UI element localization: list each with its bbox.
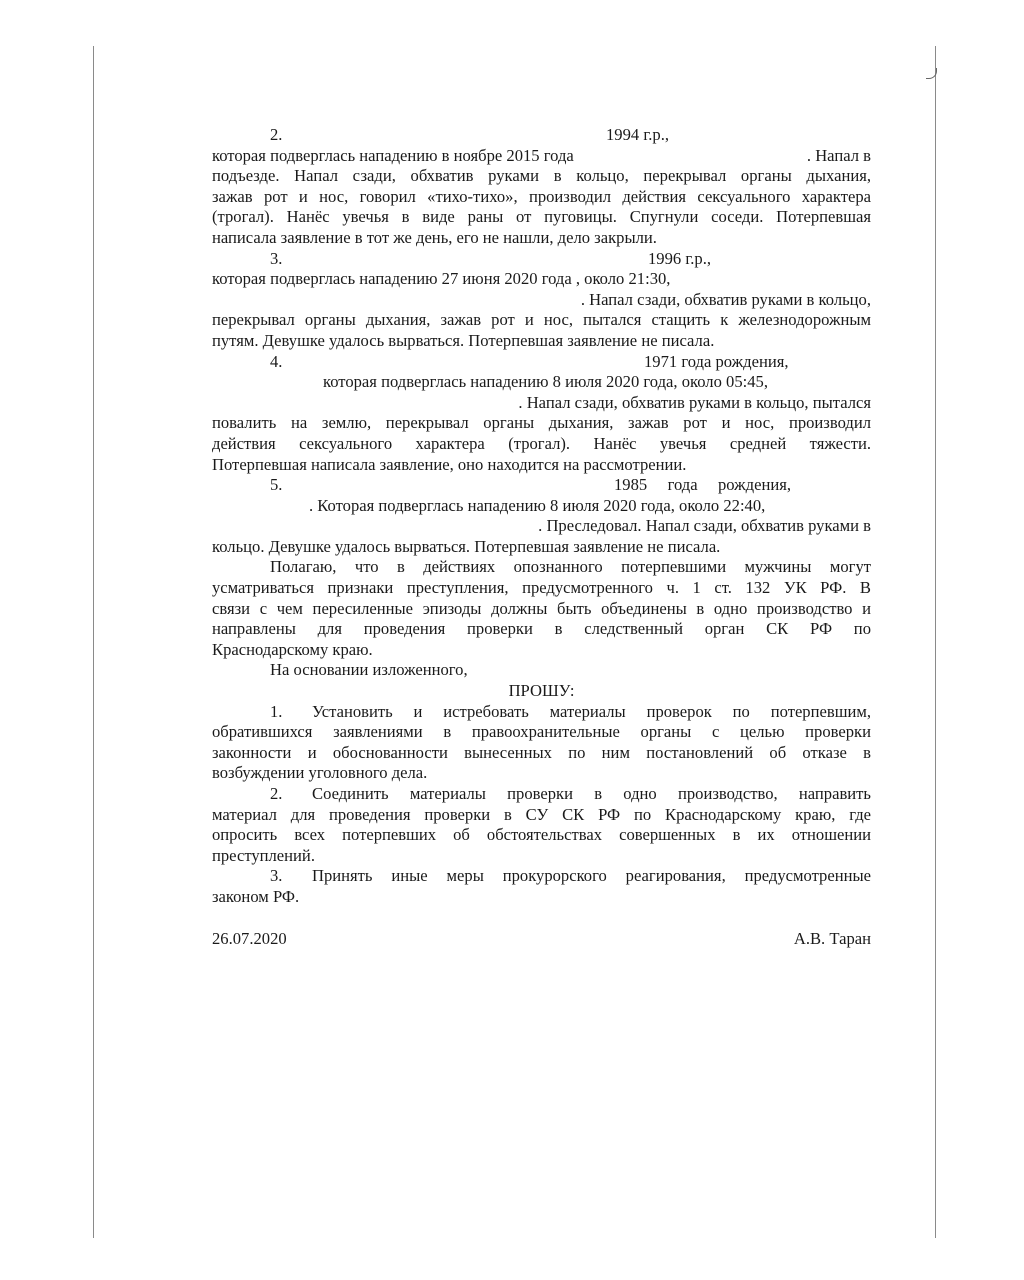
birth-year: 1971 года рождения, [644, 351, 789, 371]
item-4-line: которая подверглась нападению 8 июля 2020 года, около 05:45, [323, 372, 768, 392]
request-1-line: возбуждении уголовного дела. [212, 763, 428, 783]
basis-text: На основании изложенного, [270, 660, 468, 680]
request-2-line: преступлений. [212, 845, 315, 865]
birth-year: 1996 г.р., [648, 248, 712, 268]
item-5-line: кольцо. Девушке удалось вырваться. Потерпевшая заявление не писала. [212, 536, 721, 556]
item-2-line: зажав рот и нос, говорил «тихо-тихо», производил действия сексуального характера [212, 186, 871, 206]
item-number: 2. [270, 125, 283, 144]
signature-row [212, 929, 871, 950]
document-date: 26.07.2020 [212, 928, 287, 948]
conclusion-line: направлены для проведения проверки в следственный орган СК РФ по [212, 619, 871, 639]
request-2-line: опросить всех потерпевших об обстоятельствах совершенных в их отношении [212, 825, 871, 845]
request-1-line: обратившихся заявлениями в правоохранительные органы с целью проверки [212, 722, 871, 742]
request-number: 1. [270, 701, 283, 721]
document-body [212, 125, 871, 949]
item-3-line: перекрывал органы дыхания, зажав рот и нос, пытался стащить к железнодорожным [212, 310, 871, 330]
request-number: 3. [270, 866, 283, 886]
conclusion-line: усматриваться признаки преступления, предусмотренного ч. 1 ст. 132 УК РФ. В [212, 578, 871, 598]
item-3-line: . Напал сзади, обхватив руками в кольцо, [580, 289, 871, 309]
request-2-line: материал для проведения проверки в СУ СК РФ по Краснодарскому краю, где [212, 804, 871, 824]
item-number: 5. [270, 475, 283, 495]
item-5-line: . Преследовал. Напал сзади, обхватив руками в [538, 516, 871, 536]
item-3-header [212, 249, 871, 270]
birth-year: 1994 г.р., [606, 125, 670, 144]
document-page [93, 46, 936, 1238]
item-4-line: действия сексуального характера (трогал). Нанёс увечья средней тяжести. [212, 433, 871, 453]
item-3-line: путям. Девушке удалось вырваться. Потерпевшая заявление не писала. [212, 330, 715, 350]
birth-year: 1985 года рождения, [614, 475, 791, 495]
item-2-line: (трогал). Нанёс увечья в виде раны от пуговицы. Спугнули соседи. Потерпевшая [212, 207, 871, 227]
item-5-header [212, 475, 871, 496]
item-2-line: написала заявление в тот же день, его не нашли, дело закрыли. [212, 227, 657, 247]
item-4-header [212, 352, 871, 373]
request-heading: ПРОШУ: [508, 681, 575, 701]
item-2-header [212, 125, 871, 146]
conclusion-line: связи с чем пересиленные эпизоды должны быть объединены в одно производство и [212, 598, 871, 618]
item-2-line: подъезде. Напал сзади, обхватив руками в кольцо, перекрывал органы дыхания, [212, 166, 871, 186]
request-number: 2. [270, 784, 283, 803]
request-3-first-line: 3. Принять иные меры прокурорского реагирования, предусмотренные [270, 866, 871, 886]
request-3-line: законом РФ. [212, 886, 300, 906]
request-1-first-line: 1. Установить и истребовать материалы проверок по потерпевшим, [270, 701, 871, 721]
item-3-line: которая подверглась нападению 27 июня 2020 года , около 21:30, [212, 269, 671, 289]
item-5-line: . Которая подверглась нападению 8 июля 2020 года, около 22:40, [309, 495, 766, 515]
page-corner-fold-icon [926, 68, 937, 79]
request-1-line: законности и обоснованности вынесенных по ним постановлений об отказе в [212, 742, 871, 762]
item-number: 3. [270, 248, 283, 268]
item-4-line: . Напал сзади, обхватив руками в кольцо, пытался [518, 392, 871, 412]
conclusion-line: Краснодарскому краю. [212, 639, 373, 659]
item-number: 4. [270, 351, 283, 371]
signatory-name: А.В. Таран [793, 928, 871, 948]
request-2-first-line: 2. Соединить материалы проверки в одно производство, направить [270, 784, 871, 803]
item-4-line: Потерпевшая написала заявление, оно находится на рассмотрении. [212, 454, 687, 474]
item-4-line: повалить на землю, перекрывал органы дыхания, зажав рот и нос, производил [212, 413, 871, 433]
conclusion-line: Полагаю, что в действиях опознанного потерпевшими мужчины могут [270, 557, 871, 577]
item-2-line: которая подверглась нападению в ноябре 2015 года . Напал в [212, 145, 871, 165]
